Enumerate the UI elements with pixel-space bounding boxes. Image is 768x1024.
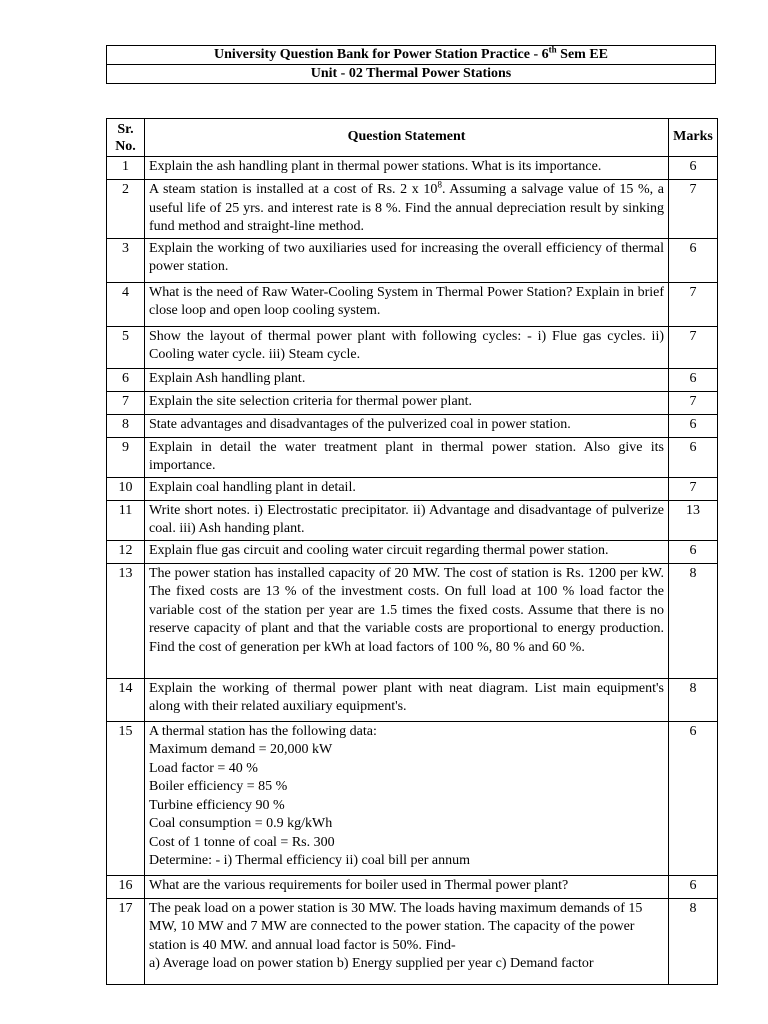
question-marks: 6 [669, 414, 718, 437]
col-header-marks: Marks [669, 119, 718, 157]
question-statement: Show the layout of thermal power plant with following cycles: - i) Flue gas cycles. ii) Cooling water cycle. iii) Steam cycle. [145, 326, 669, 368]
table-row [107, 477, 718, 500]
question-number: 15 [107, 721, 145, 875]
question-number: 11 [107, 500, 145, 540]
question-marks: 6 [669, 540, 718, 563]
q2-text-post: . Assuming a salvage value of 15 %, a useful life of 25 yrs. and interest rate is 8 %. Find the annual depreciation result by sinking fund method and straight-line method. [149, 182, 665, 234]
table-row [107, 282, 718, 326]
question-statement: Explain the site selection criteria for thermal power plant. [145, 391, 669, 414]
question-table [106, 118, 718, 985]
question-marks: 7 [669, 391, 718, 414]
question-number: 6 [107, 368, 145, 391]
table-row [107, 898, 718, 984]
question-number: 13 [107, 563, 145, 678]
table-row [107, 238, 718, 282]
question-marks: 6 [669, 157, 718, 180]
question-number: 16 [107, 875, 145, 898]
table-row [107, 721, 718, 875]
unit-title: Unit - 02 Thermal Power Stations [107, 65, 716, 84]
question-marks: 6 [669, 875, 718, 898]
question-marks: 6 [669, 368, 718, 391]
title-main: University Question Bank for Power Station Practice - 6 [213, 47, 549, 62]
table-row [107, 157, 718, 180]
question-marks: 8 [669, 678, 718, 721]
question-marks: 8 [669, 563, 718, 678]
q2-exponent: 8 [437, 179, 442, 190]
question-number: 14 [107, 678, 145, 721]
question-number: 10 [107, 477, 145, 500]
document-title [107, 46, 716, 65]
question-statement: The peak load on a power station is 30 MW. The loads having maximum demands of 15 MW, 10 MW and 7 MW are connected to the power station. The capacity of the power station is 40 MW. and annual load factor is 50%. Find- a) Average load on power station b) Energy supplied per year c) Demand factor [145, 898, 669, 984]
table-row [107, 563, 718, 678]
table-row [107, 875, 718, 898]
table-row [107, 326, 718, 368]
question-statement: Explain the ash handling plant in thermal power stations. What is its importance. [145, 157, 669, 180]
table-row [107, 678, 718, 721]
question-statement [145, 180, 669, 239]
q2-text-pre: A steam station is installed at a cost of Rs. 2 x 10 [149, 182, 438, 197]
header-table [106, 45, 716, 84]
question-marks: 8 [669, 898, 718, 984]
col-header-no: Sr. No. [107, 119, 145, 157]
table-row [107, 180, 718, 239]
question-number: 3 [107, 238, 145, 282]
table-row [107, 437, 718, 477]
question-statement: The power station has installed capacity of 20 MW. The cost of station is Rs. 1200 per kW. The fixed costs are 13 % of the investment costs. On full load at 100 % load factor the variable cost of the station per year are 1.5 times the fixed costs. Assume that there is no reserve capacity of plant and that the variable costs are proportional to energy production. Find the cost of generation per kWh at load factors of 100 %, 80 % and 60 %. [145, 563, 669, 678]
table-row [107, 391, 718, 414]
question-marks: 6 [669, 437, 718, 477]
question-rows [107, 157, 718, 985]
question-marks: 6 [669, 721, 718, 875]
question-number: 8 [107, 414, 145, 437]
title-tail: Sem EE [556, 47, 609, 62]
question-statement: What is the need of Raw Water-Cooling System in Thermal Power Station? Explain in brief close loop and open loop cooling system. [145, 282, 669, 326]
question-marks: 7 [669, 477, 718, 500]
title-superscript: th [548, 44, 557, 55]
question-statement: Write short notes. i) Electrostatic precipitator. ii) Advantage and disadvantage of pulverize coal. iii) Ash handing plant. [145, 500, 669, 540]
question-number: 12 [107, 540, 145, 563]
table-row [107, 414, 718, 437]
question-statement: Explain the working of two auxiliaries used for increasing the overall efficiency of thermal power station. [145, 238, 669, 282]
question-number: 9 [107, 437, 145, 477]
question-number: 17 [107, 898, 145, 984]
question-statement: Explain flue gas circuit and cooling water circuit regarding thermal power station. [145, 540, 669, 563]
question-statement: Explain the working of thermal power plant with neat diagram. List main equipment's along with their related auxiliary equipment's. [145, 678, 669, 721]
question-number: 4 [107, 282, 145, 326]
question-statement: A thermal station has the following data: Maximum demand = 20,000 kW Load factor = 40 % Boiler efficiency = 85 % Turbine efficiency 90 % Coal consumption = 0.9 kg/kWh Cost of 1 tonne of coal = Rs. 300 Determine: - i) Thermal efficiency ii) coal bill per annum [145, 721, 669, 875]
question-marks: 7 [669, 326, 718, 368]
question-marks: 13 [669, 500, 718, 540]
question-number: 2 [107, 180, 145, 239]
table-row [107, 368, 718, 391]
question-number: 5 [107, 326, 145, 368]
col-header-statement: Question Statement [145, 119, 669, 157]
question-number: 7 [107, 391, 145, 414]
question-marks: 7 [669, 180, 718, 239]
question-statement: State advantages and disadvantages of the pulverized coal in power station. [145, 414, 669, 437]
question-statement: Explain coal handling plant in detail. [145, 477, 669, 500]
question-marks: 6 [669, 238, 718, 282]
question-statement: What are the various requirements for boiler used in Thermal power plant? [145, 875, 669, 898]
table-row [107, 540, 718, 563]
question-number: 1 [107, 157, 145, 180]
question-marks: 7 [669, 282, 718, 326]
question-statement: Explain in detail the water treatment plant in thermal power station. Also give its importance. [145, 437, 669, 477]
question-statement: Explain Ash handling plant. [145, 368, 669, 391]
table-row [107, 500, 718, 540]
